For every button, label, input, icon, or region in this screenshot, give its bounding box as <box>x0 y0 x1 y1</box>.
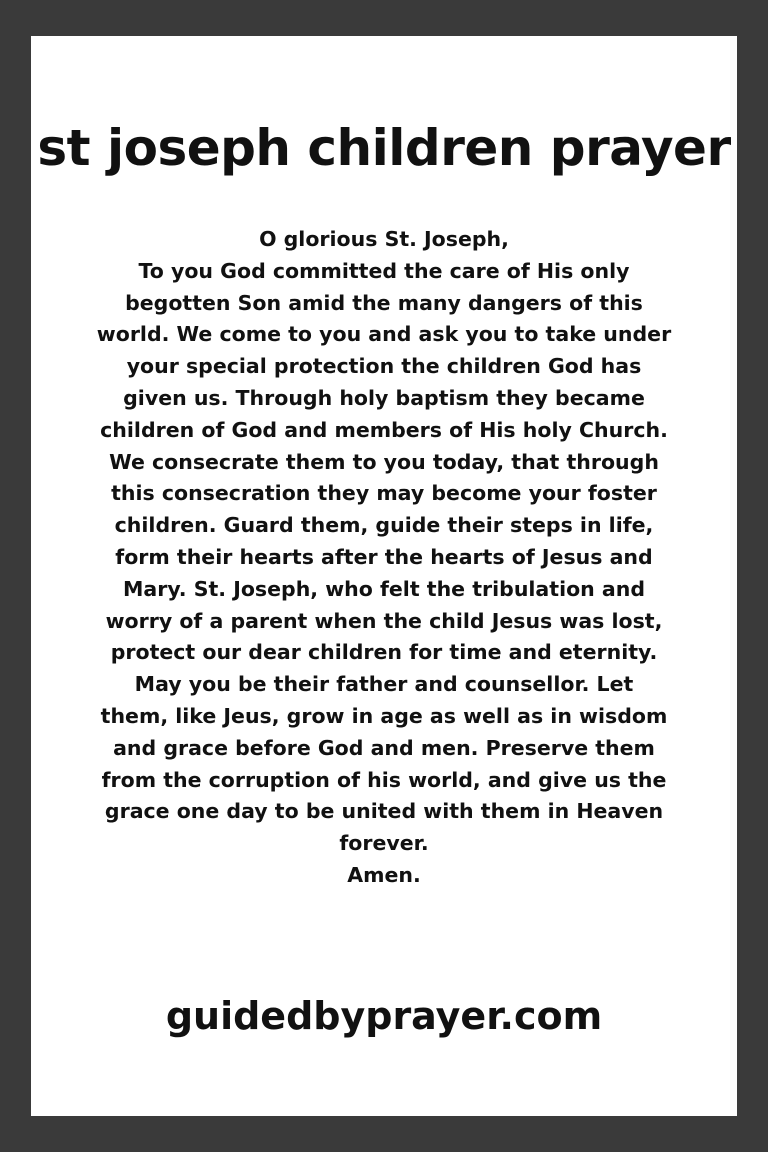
prayer-line: given us. Through holy baptism they became <box>123 385 645 410</box>
page-title: st joseph children prayer <box>37 119 731 177</box>
prayer-line: protect our dear children for time and eternity. <box>110 640 658 665</box>
website-url: guidedbyprayer.com <box>165 994 603 1038</box>
prayer-line: To you God committed the care of His only <box>138 258 630 283</box>
prayer-card <box>31 36 737 1116</box>
prayer-line: and grace before God and men. Preserve them <box>113 735 655 760</box>
prayer-line: forever. <box>339 831 429 856</box>
prayer-line: form their hearts after the hearts of Jesus and <box>115 544 653 569</box>
prayer-line: this consecration they may become your foster <box>111 481 657 506</box>
prayer-line: O glorious St. Joseph, <box>259 227 509 251</box>
prayer-text <box>61 224 707 892</box>
prayer-line: children. Guard them, guide their steps in life, <box>114 513 654 538</box>
prayer-line: worry of a parent when the child Jesus was lost, <box>105 608 663 633</box>
prayer-line: world. We come to you and ask you to take under <box>96 322 672 347</box>
prayer-line: Mary. St. Joseph, who felt the tribulation and <box>122 576 646 601</box>
prayer-line: grace one day to be united with them in Heaven <box>104 799 664 824</box>
prayer-line: children of God and members of His holy Church. <box>100 417 668 442</box>
prayer-line: We consecrate them to you today, that through <box>109 449 659 474</box>
prayer-line: your special protection the children God has <box>126 354 642 379</box>
prayer-line: from the corruption of his world, and give us the <box>101 767 667 792</box>
prayer-line: them, like Jeus, grow in age as well as in wisdom <box>100 703 668 728</box>
prayer-line: May you be their father and counsellor. Let <box>134 672 634 697</box>
prayer-line: Amen. <box>347 862 421 887</box>
prayer-line: begotten Son amid the many dangers of this <box>125 290 643 315</box>
